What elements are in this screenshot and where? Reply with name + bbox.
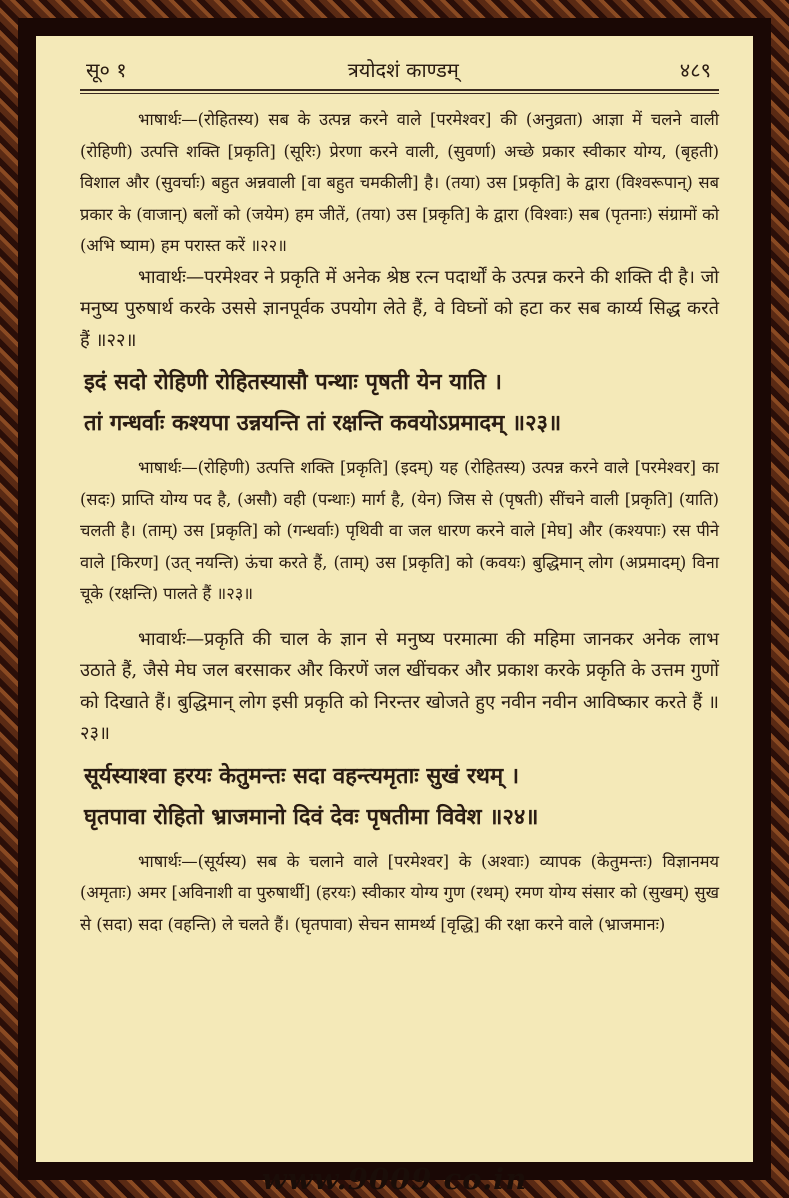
header-rule <box>80 89 719 94</box>
bhashartha-24: भाषार्थः—(सूर्यस्य) सब के चलाने वाले [परमेश्वर] के (अश्वाः) व्यापक (केतुमन्तः) विज्ञानमय (अमृताः) अमर [अविनाशी वा पुरुषार्थी] (हरयः) स्वीकार योग्य गुण (रथम्) रमण योग्य संसार को (सुखम्) सुख से (सदा) सदा (वहन्ति) ले चलते हैं। (घृतपावा) सेचन सामर्थ्य [वृद्धि] की रक्षा करने वाले (भ्राजमानः) <box>80 851 719 934</box>
mantra-24 <box>84 756 719 838</box>
book-page <box>36 36 753 1162</box>
mantra-23-line-2: तां गन्धर्वाः कश्यपा उन्नयन्ति तां रक्षन्ति कवयोऽप्रमादम् ॥२३॥ <box>84 410 562 436</box>
mantra-24-line-2: घृतपावा रोहितो भ्राजमानो दिवं देवः पृषतीमा विवेश ॥२४॥ <box>84 803 539 830</box>
bhashartha-23: भाषार्थः—(रोहिणी) उत्पत्ति शक्ति [प्रकृति] (इदम्) यह (रोहितस्य) उत्पन्न करने वाले [परमेश्वर] का (सदः) प्राप्ति योग्य पद है, (असौ) वही (पन्थाः) मार्ग है, (येन) जिस से (पृषती) सींचने वाली [प्रकृति] (याति) चलती है। (ताम्) उस [प्रकृति] को (गन्धर्वाः) पृथिवी वा जल धारण करने वाले [मेघ] और (कश्यपाः) रस पीने वाले [किरण] (उत् नयन्ति) ऊंचा करते हैं, (ताम्) उस [प्रकृति] को (कवयः) बुद्धिमान् लोग (अप्रमादम्) विना चूके (रक्षन्ति) पालते हैं ॥२३॥ <box>80 458 719 603</box>
bhavartha-22: भावार्थः—परमेश्वर ने प्रकृति में अनेक श्रेष्ठ रत्न पदार्थों के उत्पन्न करने की शक्ति दी है। जो मनुष्य पुरुषार्थ करके उससे ज्ञानपूर्वक उपयोग लेते हैं, वे विघ्नों को हटा कर सब कार्य्य सिद्ध करते हैं ॥२२॥ <box>80 266 719 351</box>
bhavartha-23: भावार्थः—प्रकृति की चाल के ज्ञान से मनुष्य परमात्मा की महिमा जानकर अनेक लाभ उठाते हैं, जैसे मेघ जल बरसाकर और किरणें जल खींचकर और प्रकाश करके प्रकृति के उत्तम गुणों को दिखाते हैं। बुद्धिमान् लोग इसी प्रकृति को निरन्तर खोजते हुए नवीन नवीन आविष्कार करते हैं ॥२३॥ <box>80 628 719 744</box>
mantra-23 <box>84 362 719 444</box>
page-header <box>80 56 719 89</box>
mantra-23-line-1: इदं सदो रोहिणी रोहितस्यासौ पन्थाः पृषती येन याति । <box>84 369 502 395</box>
paragraph-gap <box>80 610 719 624</box>
page-number: ४८९ <box>679 58 711 82</box>
bhashartha-22: भाषार्थः—(रोहितस्य) सब के उत्पन्न करने वाले [परमेश्वर] की (अनुव्रता) आज्ञा में चलने वाली (रोहिणी) उत्पत्ति शक्ति [प्रकृति] (सूरिः) प्रेरणा करने वाली, (सुवर्णा) अच्छे प्रकार स्वीकार योग्य, (बृहती) विशाल और (सुवर्चाः) बहुत अन्नवाली [वा बहुत चमकीली] है। (तया) उस [प्रकृति] के द्वारा (विश्वरूपान्) सब प्रकार के (वाजान्) बलों को (जयेम) हम जीतें, (तया) उस [प्रकृति] के द्वारा (विश्वाः) सब (पृतनाः) संग्रामों को (अभि ष्याम) हम परास्त करें ॥२२॥ <box>80 110 719 255</box>
website-url: www.9009.co.in <box>261 1162 528 1196</box>
kanda-title: त्रयोदशं काण्डम् <box>347 58 459 82</box>
mantra-24-line-1: सूर्यस्याश्वा हरयः केतुमन्तः सदा वहन्त्यमृताः सुखं रथम् । <box>84 762 520 789</box>
sukta-number: सू० १ <box>86 58 127 82</box>
